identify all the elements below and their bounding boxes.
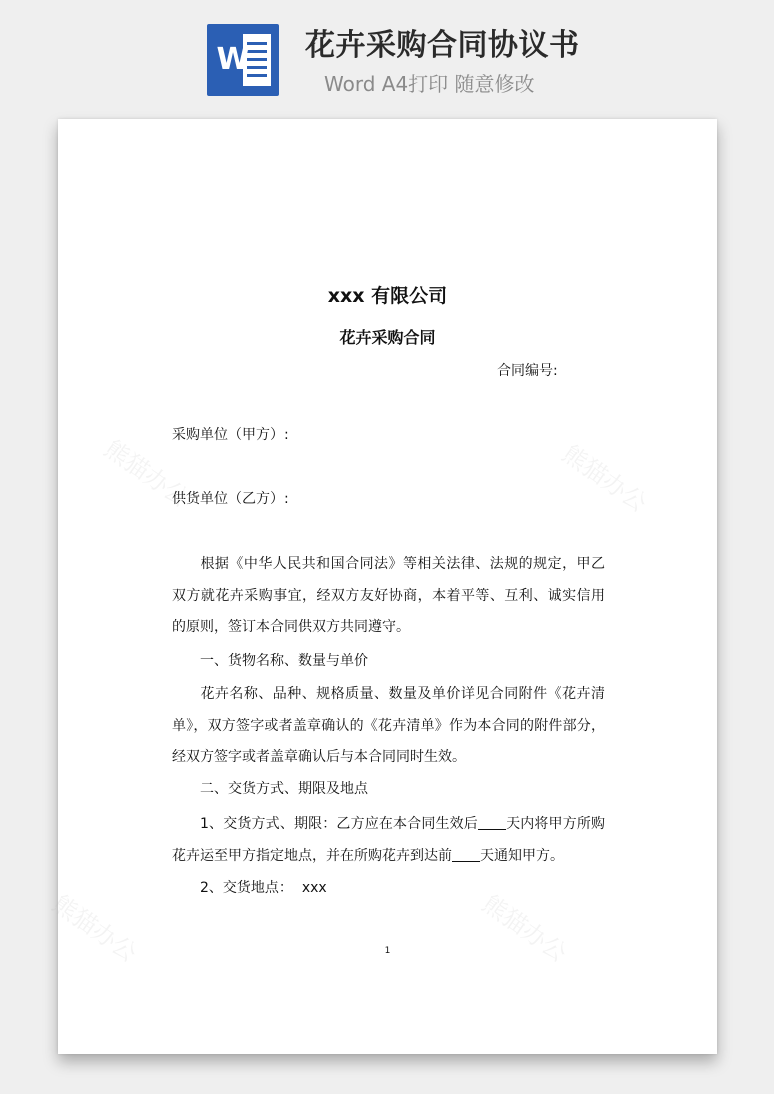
section2-item1-text-a: 1、交货方式、期限：乙方应在本合同生效后: [200, 816, 478, 832]
watermark: 熊猫办公: [99, 434, 194, 513]
contract-number-label: 合同编号:: [497, 363, 558, 379]
word-icon: [207, 24, 279, 96]
section2-item1: [172, 809, 605, 872]
section2-heading: 二、交货方式、期限及地点: [200, 781, 368, 797]
word-logo-letter: W: [216, 42, 250, 77]
intro-paragraph: [172, 549, 605, 644]
section2-item1-text-b: 天内将甲方所购花卉运至甲方指定地点，并在所购花卉到达前: [172, 816, 606, 864]
page-number: 1: [384, 946, 391, 956]
blank-underline: [452, 847, 480, 862]
banner-title: 花卉采购合同协议书: [305, 28, 580, 63]
section1-paragraph: [172, 679, 605, 774]
section2-item1-text-c: 天通知甲方。: [480, 847, 564, 864]
supplier-label: 供货单位（乙方）:: [172, 491, 289, 507]
company-name: xxx 有限公司: [327, 285, 448, 307]
section1-text: 花卉名称、品种、规格质量、数量及单价详见合同附件《花卉清单》，双方签字或者盖章确认的《花卉清单》作为本合同的附件部分，经双方签字或者盖章确认后与本合同同时生效。: [172, 686, 605, 765]
blank-underline: [478, 815, 506, 830]
section2-item2: [200, 874, 327, 902]
intro-text: 根据《中华人民共和国合同法》等相关法律、法规的规定，甲乙双方就花卉采购事宜，经双方友好协商，本着平等、互利、诚实信用的原则，签订本合同供双方共同遵守。: [172, 556, 605, 635]
document-banner: [0, 0, 774, 115]
delivery-place-label: 2、交货地点：: [200, 880, 293, 896]
watermark: 熊猫办公: [47, 889, 142, 968]
document-title: 花卉采购合同: [339, 328, 436, 347]
buyer-label: 采购单位（甲方）:: [172, 427, 289, 443]
section1-heading: 一、货物名称、数量与单价: [200, 653, 368, 669]
document-page: [47, 119, 717, 1054]
banner-subtitle: Word A4打印 随意修改: [324, 72, 535, 96]
watermark: 熊猫办公: [557, 439, 652, 518]
watermark: 熊猫办公: [477, 889, 572, 968]
delivery-place-value: xxx: [301, 880, 327, 896]
